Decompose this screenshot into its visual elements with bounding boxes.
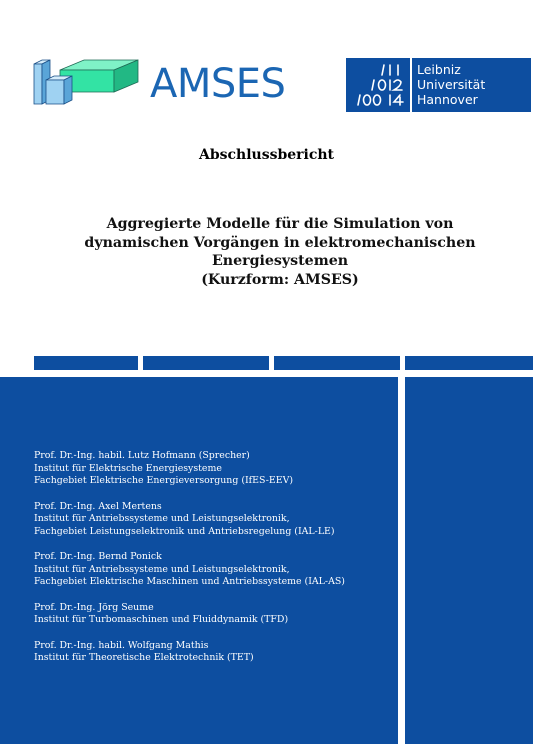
luh-name-line: Hannover	[417, 92, 478, 107]
author-line: Fachgebiet Leistungselektronik und Antriebsregelung (IAL-LE)	[34, 525, 335, 537]
author-line: Prof. Dr.-Ing. Bernd Ponick	[34, 551, 162, 562]
amses-wordmark: AMSES	[150, 61, 286, 107]
title-line: Aggregierte Modelle für die Simulation von	[106, 216, 454, 232]
luh-name	[417, 62, 485, 107]
luh-divider	[410, 58, 412, 112]
luh-name-line: Universität	[417, 77, 486, 92]
amses-logo-icon	[32, 58, 140, 106]
decor-stripe	[405, 356, 533, 370]
luh-digits-icon	[346, 58, 408, 112]
decor-stripe	[34, 356, 138, 370]
author-line: Prof. Dr.-Ing. Axel Mertens	[34, 500, 162, 512]
author-line: Fachgebiet Elektrische Energieversorgung (IfES-EEV)	[34, 475, 294, 486]
author-line: Institut für Elektrische Energiesysteme	[34, 462, 222, 474]
author-list	[34, 450, 394, 678]
author-line: Institut für Turbomaschinen und Fluiddynamik (TFD)	[34, 614, 289, 625]
author-line: Institut für Theoretische Elektrotechnik (TET)	[34, 652, 254, 663]
author-entry	[34, 551, 394, 589]
luh-name-line: Leibniz	[417, 62, 461, 77]
blue-panel-right	[405, 377, 533, 744]
author-line: Institut für Antriebssysteme und Leistungselektronik,	[34, 513, 290, 524]
author-line: Fachgebiet Elektrische Maschinen und Antriebssysteme (IAL-AS)	[34, 576, 345, 587]
decor-stripe	[143, 356, 269, 370]
author-line: Prof. Dr.-Ing. habil. Lutz Hofmann (Sprecher)	[34, 450, 250, 461]
decor-stripe	[274, 356, 400, 370]
luh-logo	[346, 58, 531, 112]
report-title	[60, 215, 500, 289]
author-line: Prof. Dr.-Ing. Jörg Seume	[34, 601, 154, 613]
author-entry	[34, 501, 394, 539]
title-line: (Kurzform: AMSES)	[201, 271, 359, 288]
author-line: Institut für Antriebssysteme und Leistungselektronik,	[34, 563, 290, 575]
report-type: Abschlussbericht	[198, 147, 335, 163]
author-entry	[34, 640, 394, 665]
author-entry	[34, 450, 394, 488]
title-line: dynamischen Vorgängen in elektromechanischen	[84, 234, 476, 251]
author-line: Prof. Dr.-Ing. habil. Wolfgang Mathis	[34, 639, 209, 651]
title-line: Energiesystemen	[211, 253, 349, 269]
author-entry	[34, 602, 394, 627]
